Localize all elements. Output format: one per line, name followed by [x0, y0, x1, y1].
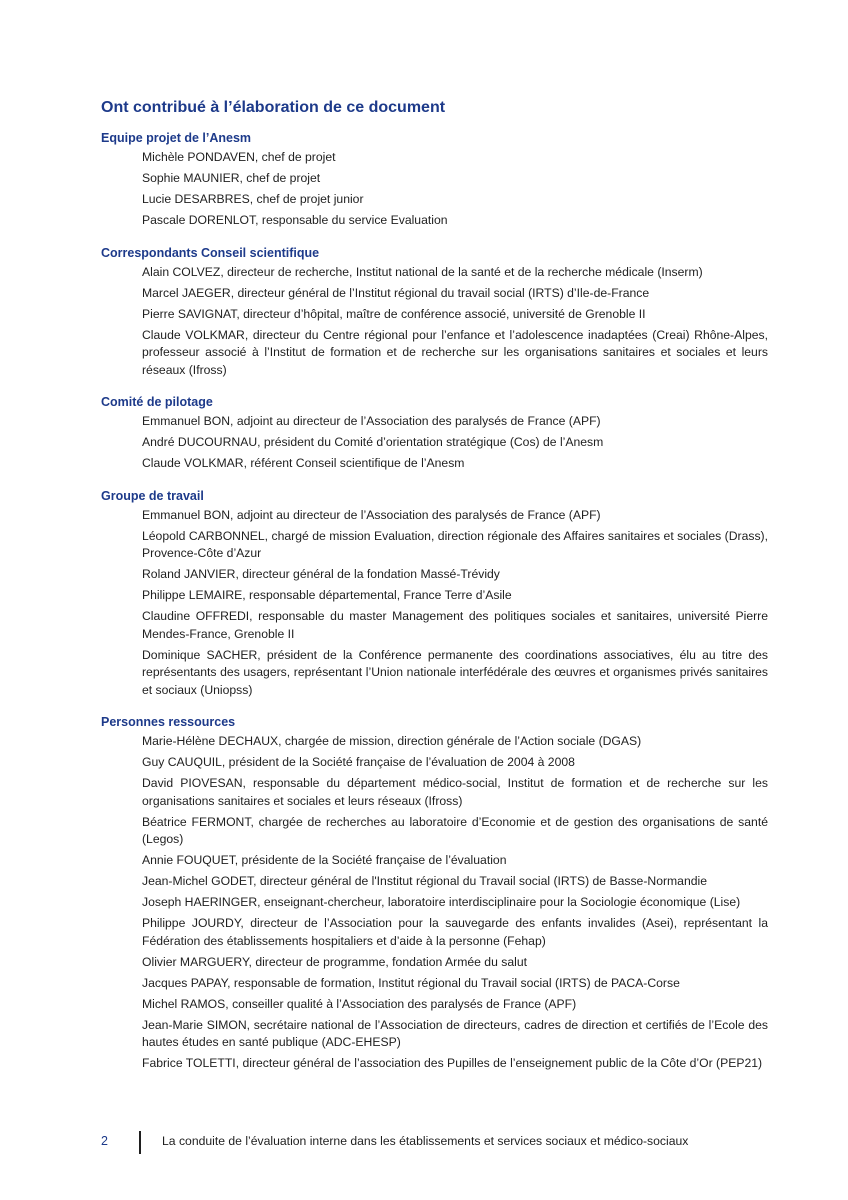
contributor-entry: Sophie MAUNIER, chef de projet	[142, 171, 321, 185]
contributor-entry: Alain COLVEZ, directeur de recherche, Institut national de la santé et de la recherche médicale (Inserm)	[142, 264, 703, 279]
section-heading: Equipe projet de l’Anesm	[101, 131, 252, 145]
contributor-entry: Dominique SACHER, président de la Conférence permanente des coordinations associatives, élu au titre des représentants des usagers, représentant l’Union nationale interfédérale des œuvres et organismes privés sanitaires et sociaux (Uniopss)	[142, 647, 768, 697]
contributor-entry: Emmanuel BON, adjoint au directeur de l’Association des paralysés de France (APF)	[142, 414, 601, 428]
contributor-entry: Joseph HAERINGER, enseignant-chercheur, laboratoire interdisciplinaire pour la Sociologie économique (Lise)	[142, 895, 741, 909]
footer-title: La conduite de l’évaluation interne dans les établissements et services sociaux et médico-sociaux	[162, 1134, 689, 1148]
contributor-entry: Claudine OFFREDI, responsable du master Management des politiques sociales et sanitaires, université Pierre Mendes-France, Grenoble II	[142, 609, 768, 641]
contributors-list	[101, 130, 768, 1088]
section-heading: Personnes ressources	[101, 715, 236, 729]
contributor-entry: Jean-Michel GODET, directeur général de l'Institut régional du Travail social (IRTS) de Basse-Normandie	[142, 874, 708, 888]
contributor-section	[101, 488, 768, 700]
contributor-entry: Jacques PAPAY, responsable de formation, Institut régional du Travail social (IRTS) de PACA-Corse	[142, 975, 680, 990]
footer-divider	[139, 1131, 141, 1154]
contributor-entry: Olivier MARGUERY, directeur de programme, fondation Armée du salut	[142, 954, 527, 969]
contributor-entry: Philippe JOURDY, directeur de l’Association pour la sauvegarde des enfants invalides (Asei), représentant la Fédération des établissements hospitaliers et d’aide à la personne (Fehap)	[142, 916, 768, 948]
document-title: Ont contribué à l’élaboration de ce document	[101, 99, 446, 116]
contributor-entry: Lucie DESARBRES, chef de projet junior	[142, 192, 364, 206]
contributor-entry: Annie FOUQUET, présidente de la Société française de l’évaluation	[142, 853, 507, 867]
section-heading: Comité de pilotage	[101, 395, 213, 409]
contributor-section	[101, 714, 768, 1073]
contributor-entry: Guy CAUQUIL, président de la Société française de l’évaluation de 2004 à 2008	[142, 755, 575, 769]
contributor-entry: Michel RAMOS, conseiller qualité à l’Association des paralysés de France (APF)	[142, 996, 577, 1011]
contributor-entry: Léopold CARBONNEL, chargé de mission Evaluation, direction régionale des Affaires sanitaires et sociales (Drass), Provence-Côte d’Azur	[142, 528, 768, 560]
contributor-section	[101, 130, 768, 230]
section-heading: Groupe de travail	[101, 488, 204, 503]
contributor-entry: Fabrice TOLETTI, directeur général de l’association des Pupilles de l’enseignement public de la Côte d’Or (PEP21)	[142, 1056, 763, 1070]
contributor-entry: David PIOVESAN, responsable du département médico-social, Institut de formation et de recherche sur les organisations sanitaires et sociales et leurs réseaux (Ifross)	[142, 776, 768, 808]
page-number: 2	[101, 1134, 108, 1148]
contributor-entry: André DUCOURNAU, président du Comité d’orientation stratégique (Cos) de l’Anesm	[142, 435, 604, 449]
contributor-entry: Emmanuel BON, adjoint au directeur de l’Association des paralysés de France (APF)	[142, 507, 601, 522]
contributor-entry: Béatrice FERMONT, chargée de recherches au laboratoire d’Economie et de gestion des organisations de santé (Legos)	[142, 814, 768, 846]
contributor-entry: Claude VOLKMAR, directeur du Centre régional pour l’enfance et l’adolescence inadaptées (Creai) Rhône-Alpes, professeur associé à l’Institut de formation et de recherche sur les organisations sanitaires et sociales et leurs réseaux (Ifross)	[142, 327, 768, 377]
contributor-entry: Roland JANVIER, directeur général de la fondation Massé-Trévidy	[142, 567, 500, 581]
contributor-entry: Marcel JAEGER, directeur général de l’Institut régional du travail social (IRTS) d’Ile-de-France	[142, 285, 650, 300]
contributor-entry: Jean-Marie SIMON, secrétaire national de l’Association de directeurs, cadres de direction et certifiés de l’Ecole des hautes études en santé publique (ADC-EHESP)	[142, 1017, 768, 1049]
contributor-section	[101, 245, 768, 380]
section-heading: Correspondants Conseil scientifique	[101, 245, 320, 260]
contributor-entry: Pascale DORENLOT, responsable du service Evaluation	[142, 213, 448, 227]
contributor-entry: Pierre SAVIGNAT, directeur d’hôpital, maître de conférence associé, université de Grenoble II	[142, 306, 646, 321]
contributor-entry: Marie-Hélène DECHAUX, chargée de mission, direction générale de l’Action sociale (DGAS)	[142, 734, 642, 748]
contributor-entry: Michèle PONDAVEN, chef de projet	[142, 150, 336, 164]
contributor-section	[101, 394, 768, 473]
contributor-entry: Claude VOLKMAR, référent Conseil scientifique de l’Anesm	[142, 456, 465, 470]
contributor-entry: Philippe LEMAIRE, responsable départemental, France Terre d’Asile	[142, 588, 512, 602]
